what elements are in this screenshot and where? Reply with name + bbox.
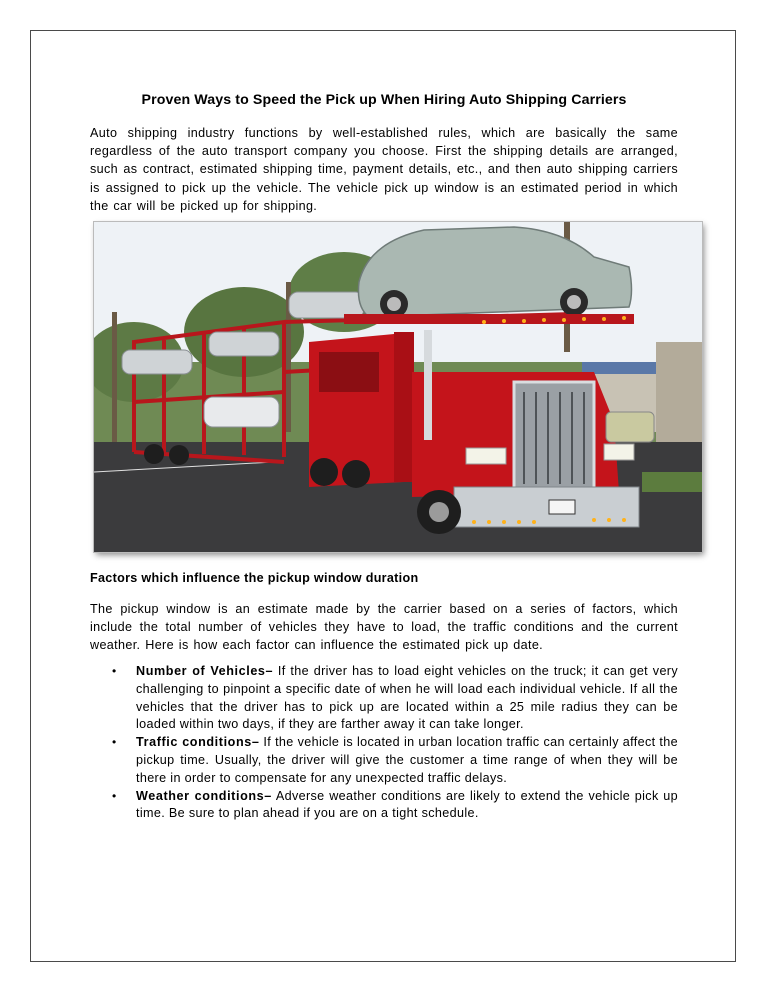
- factor-list: [90, 663, 678, 823]
- list-item: [90, 734, 678, 787]
- intro-paragraph: Auto shipping industry functions by well-established rules, which are basically the same regardless of the auto transport company you choose. First the shipping details are arranged, such as contract, estimated shipping time, payment details, etc., and then auto shipping carriers is assigned to pick up the vehicle. The vehicle pick up window is an estimated period in which the car will be picked up for shipping.: [90, 126, 678, 213]
- document-title: Proven Ways to Speed the Pick up When Hiring Auto Shipping Carriers: [141, 92, 627, 108]
- factor-label: Weather conditions–: [136, 788, 272, 803]
- bullet-icon: •: [112, 788, 117, 803]
- car-carrier-truck-photo: [94, 222, 702, 552]
- list-item: [90, 663, 678, 734]
- factor-label: Number of Vehicles–: [136, 664, 274, 678]
- section-heading: Factors which influence the pickup window duration: [90, 571, 419, 585]
- factor-label: Traffic conditions–: [136, 735, 260, 750]
- bullet-icon: •: [112, 664, 117, 678]
- bullet-icon: •: [112, 735, 117, 750]
- factor-text: If the driver has to load eight vehicles on the truck; it can get very challenging to pinpoint a specific date of when he will load each individual vehicle. If all the vehicles that the driver has to pick up are located within a 25 mile radius they can be loaded within two days, if they are farther away it can take longer.: [136, 664, 678, 732]
- list-item: [90, 788, 678, 824]
- factor-text: Adverse weather conditions are likely to extend the vehicle pick up time. Be sure to plan ahead if you are on a tight schedule.: [136, 788, 678, 821]
- section-intro-paragraph: The pickup window is an estimate made by the carrier based on a series of factors, which include the total number of vehicles they have to load, the traffic conditions and the current weather. Here is how each factor can influence the estimated pick up date.: [90, 602, 678, 653]
- factor-text: If the vehicle is located in urban location traffic can certainly affect the pickup time. Usually, the driver will give the customer a time range of when they will be there in order to compensate for any unexpected traffic delays.: [136, 735, 678, 785]
